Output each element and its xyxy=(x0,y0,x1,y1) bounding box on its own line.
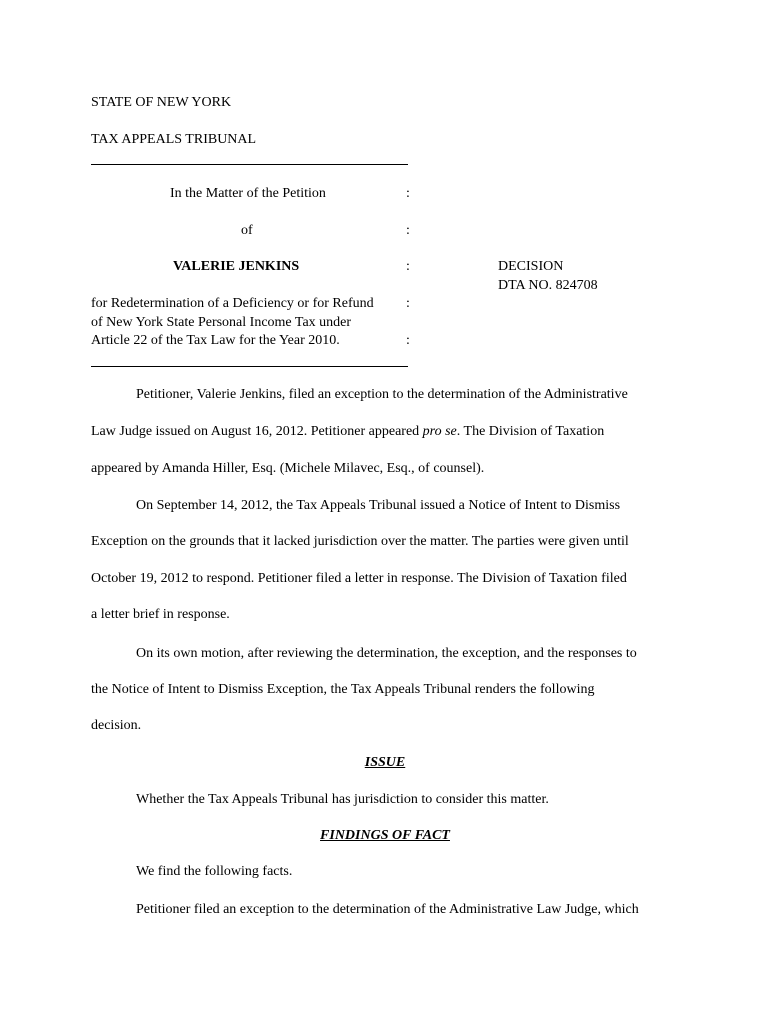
findings-intro: We find the following facts. xyxy=(136,864,293,879)
body-line: On its own motion, after reviewing the determination, the exception, and the responses to xyxy=(136,646,637,661)
caption-colon: : xyxy=(406,333,410,348)
body-line: appeared by Amanda Hiller, Esq. (Michele Milavec, Esq., of counsel). xyxy=(91,461,485,476)
issue-text: Whether the Tax Appeals Tribunal has jurisdiction to consider this matter. xyxy=(136,792,549,807)
body-line: Petitioner, Valerie Jenkins, filed an exception to the determination of the Administrative xyxy=(136,387,628,402)
body-line: the Notice of Intent to Dismiss Exception, the Tax Appeals Tribunal renders the following xyxy=(91,682,595,697)
caption-colon: : xyxy=(406,296,410,311)
state-heading: STATE OF NEW YORK xyxy=(91,95,232,110)
petitioner-name: VALERIE JENKINS xyxy=(173,259,300,274)
caption-of: of xyxy=(241,223,253,238)
findings-heading: FINDINGS OF FACT xyxy=(320,828,450,843)
pro-se-text: pro se xyxy=(422,424,457,439)
findings-paragraph: Petitioner filed an exception to the determination of the Administrative Law Judge, which xyxy=(136,902,639,917)
body-line: October 19, 2012 to respond. Petitioner filed a letter in response. The Division of Taxation filed xyxy=(91,571,627,586)
caption-top-rule xyxy=(91,164,408,165)
issue-heading: ISSUE xyxy=(364,755,406,770)
body-line: On September 14, 2012, the Tax Appeals Tribunal issued a Notice of Intent to Dismiss xyxy=(136,498,621,513)
caption-matter: In the Matter of the Petition xyxy=(170,186,326,201)
caption-bottom-rule xyxy=(91,366,408,367)
caption-colon: : xyxy=(406,259,410,274)
caption-purpose-line: for Redetermination of a Deficiency or for Refund xyxy=(91,296,374,311)
body-line: Law Judge issued on August 16, 2012. Petitioner appeared pro se. The Division of Taxation xyxy=(91,424,605,439)
decision-label: DECISION xyxy=(498,259,564,274)
tribunal-heading: TAX APPEALS TRIBUNAL xyxy=(91,132,257,147)
dta-number: DTA NO. 824708 xyxy=(498,278,598,293)
caption-purpose-line: of New York State Personal Income Tax under xyxy=(91,315,352,330)
body-line: Exception on the grounds that it lacked jurisdiction over the matter. The parties were given until xyxy=(91,534,629,549)
body-line: decision. xyxy=(91,718,142,733)
caption-colon: : xyxy=(406,223,410,238)
caption-purpose-line: Article 22 of the Tax Law for the Year 2010. xyxy=(91,333,340,348)
caption-colon: : xyxy=(406,186,410,201)
body-line: a letter brief in response. xyxy=(91,607,230,622)
